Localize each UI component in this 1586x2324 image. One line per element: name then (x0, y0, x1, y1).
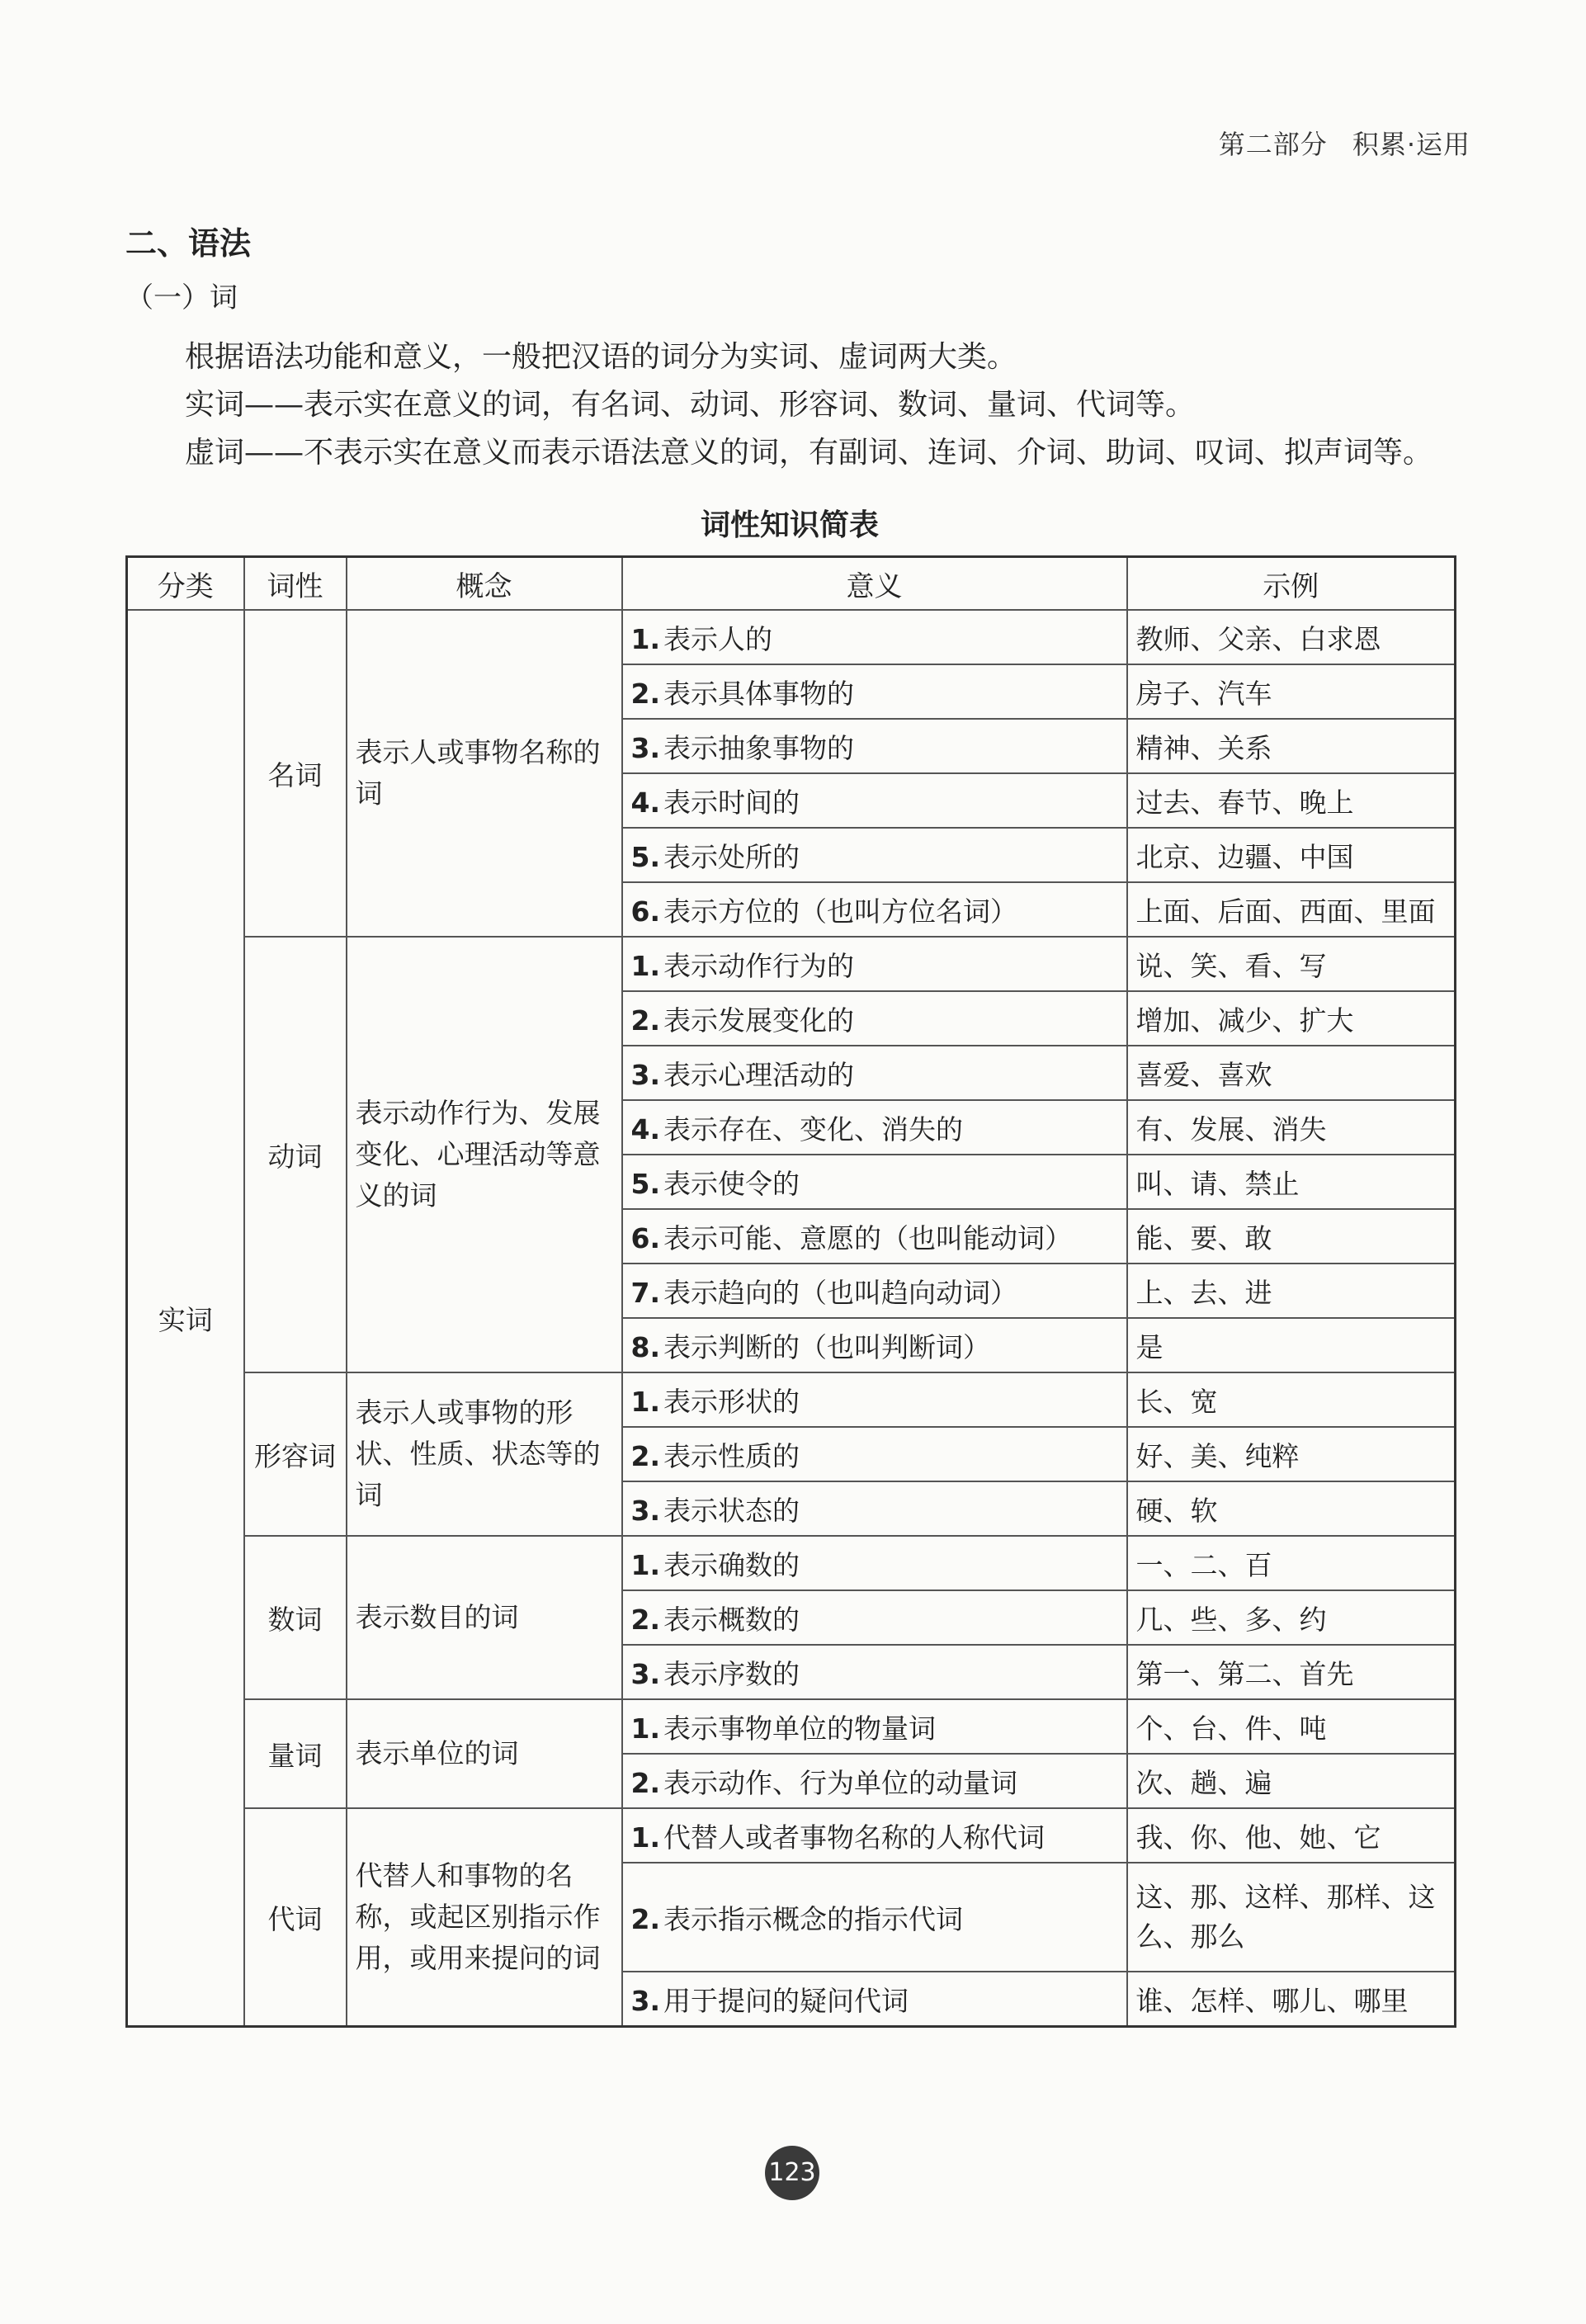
table-row (127, 1808, 1456, 1863)
meaning-cell (622, 610, 1127, 664)
meaning-text: 表示形状的 (663, 1385, 800, 1418)
concept-cell: 表示动作行为、发展变化、心理活动等意义的词 (347, 937, 622, 1372)
example-cell: 好、美、纯粹 (1127, 1427, 1456, 1481)
meaning-cell (622, 1699, 1127, 1754)
meaning-text: 表示处所的 (663, 840, 800, 873)
meaning-text: 表示抽象事物的 (663, 731, 854, 764)
example-cell: 叫、请、禁止 (1127, 1155, 1456, 1209)
pos-cell: 动词 (244, 937, 347, 1372)
meaning-text: 表示概数的 (663, 1603, 800, 1636)
meaning-text: 表示确数的 (663, 1548, 800, 1581)
meaning-text: 表示使令的 (663, 1167, 800, 1200)
item-number: 2. (630, 1766, 660, 1799)
example-cell: 第一、第二、首先 (1127, 1645, 1456, 1699)
header-pos: 词性 (244, 557, 347, 611)
function-word-paragraph: 虚词——不表示实在意义而表示语法意义的词，有副词、连词、介词、助词、叹词、拟声词等。 (185, 436, 1433, 470)
category-cell: 实词 (127, 610, 244, 2027)
example-cell: 说、笑、看、写 (1127, 937, 1456, 991)
item-number: 8. (630, 1330, 660, 1363)
header-category: 分类 (127, 557, 244, 611)
meaning-cell (622, 1155, 1127, 1209)
meaning-text: 表示方位的（也叫方位名词） (663, 895, 1017, 928)
item-number: 5. (630, 1167, 660, 1200)
meaning-cell (622, 1318, 1127, 1372)
concept-cell: 表示人或事物名称的词 (347, 610, 622, 937)
concept-cell: 表示数目的词 (347, 1536, 622, 1699)
example-cell: 北京、边疆、中国 (1127, 828, 1456, 882)
meaning-text: 表示趋向的（也叫趋向动词） (663, 1276, 1017, 1309)
item-number: 1. (630, 1548, 660, 1581)
meaning-cell (622, 1863, 1127, 1972)
meaning-text: 表示状态的 (663, 1494, 800, 1527)
meaning-cell (622, 664, 1127, 719)
item-number: 5. (630, 840, 660, 873)
page-number: 123 (765, 2146, 819, 2200)
item-number: 2. (630, 677, 660, 710)
meaning-cell (622, 719, 1127, 773)
example-cell: 是 (1127, 1318, 1456, 1372)
meaning-cell (622, 1427, 1127, 1481)
example-cell: 我、你、他、她、它 (1127, 1808, 1456, 1863)
meaning-text: 代替人或者事物名称的人称代词 (663, 1821, 1045, 1854)
item-number: 2. (630, 1439, 660, 1472)
meaning-cell (622, 1536, 1127, 1590)
item-number: 1. (630, 949, 660, 982)
meaning-cell (622, 1645, 1127, 1699)
meaning-cell (622, 1972, 1127, 2027)
table-row (127, 1372, 1456, 1427)
example-cell: 能、要、敢 (1127, 1209, 1456, 1264)
example-cell: 一、二、百 (1127, 1536, 1456, 1590)
pos-cell: 形容词 (244, 1372, 347, 1536)
pos-cell: 数词 (244, 1536, 347, 1699)
header-title: 积累·运用 (1352, 129, 1470, 160)
page-content (125, 218, 1454, 2028)
meaning-cell (622, 1590, 1127, 1645)
example-cell: 上、去、进 (1127, 1264, 1456, 1318)
example-cell: 有、发展、消失 (1127, 1100, 1456, 1155)
table-row (127, 610, 1456, 664)
header-part: 第二部分 (1218, 129, 1328, 160)
subsection-title: （一）词 (125, 281, 238, 314)
item-number: 3. (630, 1657, 660, 1690)
item-number: 2. (630, 1902, 660, 1935)
meaning-cell (622, 773, 1127, 828)
item-number: 6. (630, 895, 660, 928)
item-number: 6. (630, 1221, 660, 1254)
example-cell: 精神、关系 (1127, 719, 1456, 773)
meaning-text: 表示时间的 (663, 786, 800, 819)
meaning-text: 表示具体事物的 (663, 677, 854, 710)
example-cell: 过去、春节、晚上 (1127, 773, 1456, 828)
example-cell: 喜爱、喜欢 (1127, 1046, 1456, 1100)
pos-cell: 代词 (244, 1808, 347, 2027)
concept-cell: 表示单位的词 (347, 1699, 622, 1808)
meaning-cell (622, 1209, 1127, 1264)
example-cell: 谁、怎样、哪儿、哪里 (1127, 1972, 1456, 2027)
item-number: 1. (630, 622, 660, 655)
item-number: 3. (630, 1494, 660, 1527)
part-of-speech-table (125, 555, 1456, 2028)
meaning-text: 表示发展变化的 (663, 1004, 854, 1037)
example-cell: 上面、后面、西面、里面 (1127, 882, 1456, 937)
meaning-cell (622, 1808, 1127, 1863)
concept-cell: 表示人或事物的形状、性质、状态等的词 (347, 1372, 622, 1536)
meaning-text: 表示存在、变化、消失的 (663, 1112, 963, 1145)
meaning-text: 表示序数的 (663, 1657, 800, 1690)
meaning-cell (622, 1372, 1127, 1427)
table-row (127, 1536, 1456, 1590)
item-number: 3. (630, 731, 660, 764)
meaning-text: 表示心理活动的 (663, 1058, 854, 1091)
meaning-cell (622, 991, 1127, 1046)
example-cell: 这、那、这样、那样、这么、那么 (1127, 1863, 1456, 1972)
header-meaning: 意义 (622, 557, 1127, 611)
item-number: 2. (630, 1004, 660, 1037)
meaning-text: 表示指示概念的指示代词 (663, 1902, 963, 1935)
content-word-paragraph: 实词——表示实在意义的词，有名词、动词、形容词、数词、量词、代词等。 (185, 388, 1196, 422)
example-cell: 房子、汽车 (1127, 664, 1456, 719)
example-cell: 个、台、件、吨 (1127, 1699, 1456, 1754)
item-number: 4. (630, 1112, 660, 1145)
example-cell: 教师、父亲、白求恩 (1127, 610, 1456, 664)
running-header (1219, 124, 1470, 162)
example-cell: 增加、减少、扩大 (1127, 991, 1456, 1046)
section-title: 二、语法 (125, 225, 252, 262)
meaning-cell (622, 1100, 1127, 1155)
header-concept: 概念 (347, 557, 622, 611)
item-number: 1. (630, 1385, 660, 1418)
item-number: 3. (630, 1058, 660, 1091)
meaning-text: 表示可能、意愿的（也叫能动词） (663, 1221, 1072, 1254)
example-cell: 长、宽 (1127, 1372, 1456, 1427)
meaning-cell (622, 1046, 1127, 1100)
meaning-cell (622, 1754, 1127, 1808)
table-body (127, 610, 1456, 2027)
concept-cell: 代替人和事物的名称，或起区别指示作用，或用来提问的词 (347, 1808, 622, 2027)
meaning-text: 用于提问的疑问代词 (663, 1984, 909, 2017)
header-example: 示例 (1127, 557, 1456, 611)
meaning-text: 表示性质的 (663, 1439, 800, 1472)
pos-cell: 名词 (244, 610, 347, 937)
item-number: 1. (630, 1712, 660, 1745)
meaning-text: 表示判断的（也叫判断词） (663, 1330, 990, 1363)
table-caption: 词性知识简表 (700, 508, 879, 542)
example-cell: 硬、软 (1127, 1481, 1456, 1536)
table-row (127, 937, 1456, 991)
item-number: 1. (630, 1821, 660, 1854)
item-number: 4. (630, 786, 660, 819)
intro-paragraph: 根据语法功能和意义，一般把汉语的词分为实词、虚词两大类。 (185, 340, 1017, 374)
example-cell: 次、趟、遍 (1127, 1754, 1456, 1808)
meaning-text: 表示人的 (663, 622, 772, 655)
item-number: 2. (630, 1603, 660, 1636)
meaning-text: 表示动作行为的 (663, 949, 854, 982)
meaning-text: 表示事物单位的物量词 (663, 1712, 936, 1745)
meaning-cell (622, 828, 1127, 882)
table-row (127, 1699, 1456, 1754)
pos-cell: 量词 (244, 1699, 347, 1808)
meaning-cell (622, 1264, 1127, 1318)
meaning-cell (622, 1481, 1127, 1536)
example-cell: 几、些、多、约 (1127, 1590, 1456, 1645)
meaning-text: 表示动作、行为单位的动量词 (663, 1766, 1017, 1799)
item-number: 3. (630, 1984, 660, 2017)
meaning-cell (622, 882, 1127, 937)
table-header-row (127, 557, 1456, 611)
item-number: 7. (630, 1276, 660, 1309)
meaning-cell (622, 937, 1127, 991)
